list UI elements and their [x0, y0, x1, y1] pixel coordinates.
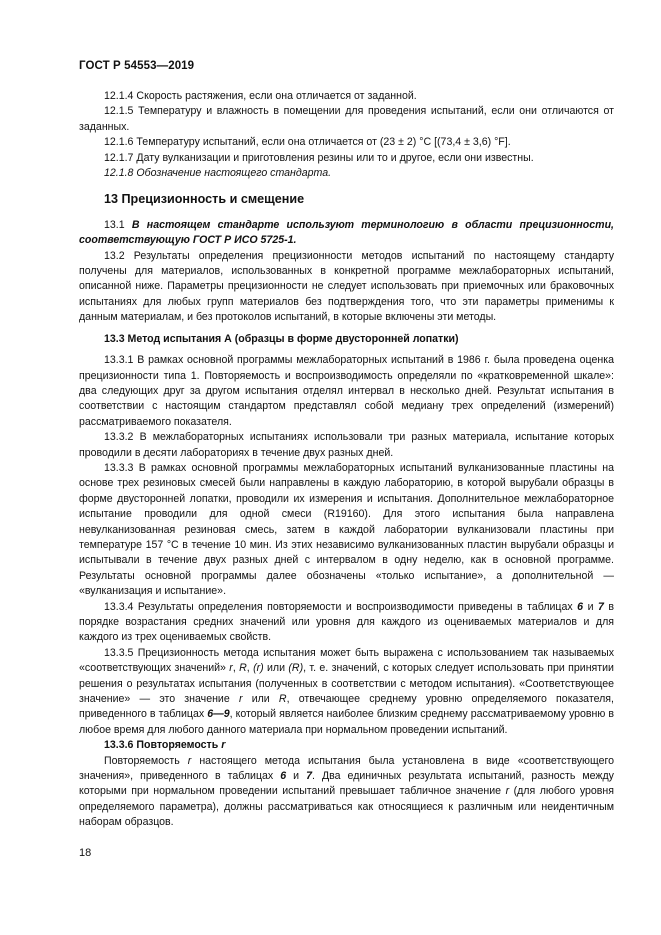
paragraph-13-3-2: 13.3.2 В межлабораторных испытаниях использовали три разных материала, испытание которых проводили в десяти лабораториях в течение двух разных дней.: [79, 431, 614, 459]
page-number: 18: [79, 847, 92, 859]
paragraph-13-3-4: 13.3.4 Результаты определения повторяемости и воспроизводимости приведены в таблицах 6 и 7 в порядке возрастания средних значений или уровня для каждого из оцениваемых материалов и для каждого из трех оцениваемых свойств.: [79, 600, 614, 644]
paragraph-13-1: 13.1 В настоящем стандарте используют терминологию в области прецизионности, соответствующую ГОСТ Р ИСО 5725-1.: [79, 218, 614, 247]
item-12-1-7: 12.1.7 Дату вулканизации и приготовления резины или то и другое, если они известны.: [104, 151, 534, 164]
paragraph-13-3-5: 13.3.5 Прецизионность метода испытания может быть выражена с использованием так называемых «соответствующих значений» r, R, (r) или (R), т. е. значений, с которых следует использовать при принятии решения о результатах испытания (полученных в соответствии с методом испытания). «Соответствующее значение» — это значение r или R, отвечающее среднему уровню определяемого показателя, приведенного в таблицах 6—9, который является наиболее близким среднему рассматриваемому уровню в любое время для любого данного материала при нормальном проведении испытаний.: [79, 646, 614, 736]
paragraph-13-3-3: 13.3.3 В рамках основной программы межлабораторных испытаний вулканизованные пластины на основе трех резиновых смесей были направлены в каждую лабораторию, в которой вырубали образцы в форме двусторонней лопатки, проводили их измерения и испытания. Дополнительное межлабораторное испытание проводили для одной смеси (R19160). Для этого испытания была направлена невулканизованная резиновая смесь, затем в каждой лаборатории вулканизовали пластины при температуре 157 °С в течение 10 мин. Из этих независимо вулканизованных пластин вырубали образцы и испытывали в течение двух разных дней с интервалом в одну неделю, как в основной программе. Результаты основной программы далее обозначены «только испытание», а дополнительной — «вулканизация и испытание».: [79, 461, 614, 598]
item-12-1-4: 12.1.4 Скорость растяжения, если она отличается от заданной.: [104, 90, 417, 102]
standard-header: ГОСТ Р 54553—2019: [79, 60, 195, 72]
paragraph-13-3-1: 13.3.1 В рамках основной программы межлабораторных испытаний в 1986 г. была проведена оценка прецизионности типа 1. Повторяемость и воспроизводимость определяли по «кратковременной шкале»: два следующих друг за другом испытания отделял интервал в несколько дней. Результат испытания в соответствии с настоящим стандартом представлял собой медиану трех определений (измерений) рассматриваемого показателя.: [79, 354, 614, 428]
item-12-1-8: 12.1.8 Обозначение настоящего стандарта.: [104, 167, 332, 180]
section-13-heading: 13 Прецизионность и смещение: [104, 192, 305, 207]
item-12-1-5: 12.1.5 Температуру и влажность в помещении для проведения испытаний, если они отличаются от заданных.: [79, 105, 614, 133]
heading-13-3-6: 13.3.6 Повторяемость r: [104, 739, 226, 752]
item-12-1-6: 12.1.6 Температуру испытаний, если она отличается от (23 ± 2) °С [(73,4 ± 3,6) °F].: [104, 136, 511, 149]
paragraph-13-2: 13.2 Результаты определения прецизионности методов испытаний по настоящему стандарту получены для материалов, использованных в конкретной программе межлабораторных испытаний, описанной ниже. Параметры прецизионности не следует использовать при приемочных или браковочных испытаниях для любых групп материалов без подтверждения того, что эти параметры применимы к данным материалам, и без протоколов испытаний, в которые включены эти методы.: [79, 249, 614, 324]
body-text: [79, 89, 614, 831]
paragraph-13-3-6: Повторяемость r настоящего метода испытания была установлена в виде «соответствующего значения», приведенного в таблицах 6 и 7. Два единичных результата испытаний, разность между которыми при нормальном проведении испытаний превышает табличное значение r (для любого уровня определяемого параметра), должны рассматриваться как относящиеся к различным или неидентичным наборам образцов.: [79, 754, 614, 829]
heading-13-3: 13.3 Метод испытания А (образцы в форме двусторонней лопатки): [104, 332, 459, 345]
